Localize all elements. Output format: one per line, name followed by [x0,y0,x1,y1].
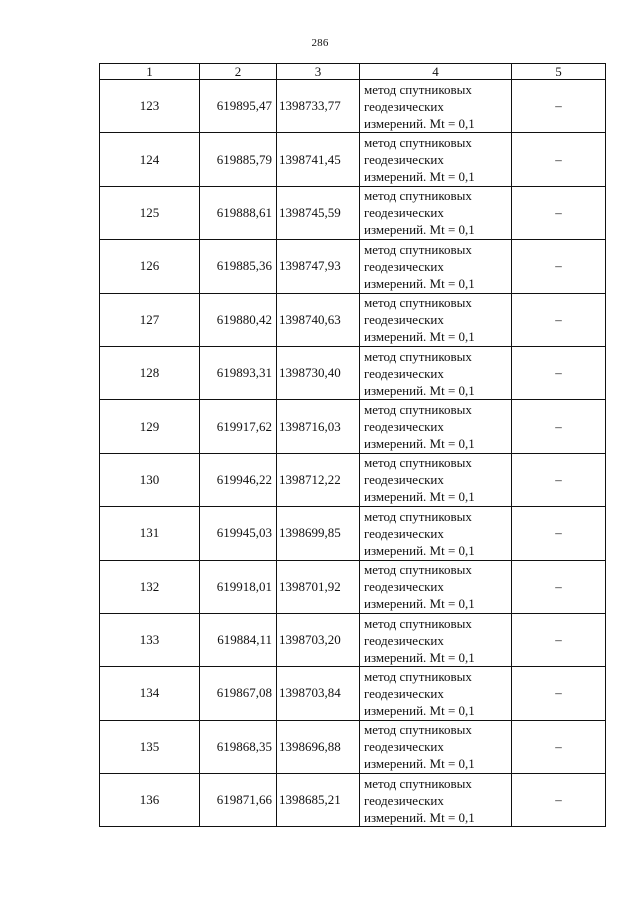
coordinate-x-cell: 619871,66 [200,774,277,827]
point-number-cell: 132 [100,560,200,613]
method-text-line: метод спутниковых [364,348,472,364]
method-text-line: измерений. Mt = 0,1 [364,275,475,291]
method-text-line: метод спутниковых [364,508,472,524]
coordinate-y-cell: 1398745,59 [277,186,360,239]
coordinate-y-cell: 1398716,03 [277,400,360,453]
method-text-line: измерений. Mt = 0,1 [364,649,475,665]
method-text-line: метод спутниковых [364,402,472,418]
method-text-line: метод спутниковых [364,775,472,791]
method-cell [360,667,512,720]
method-text-line: измерений. Mt = 0,1 [364,222,475,238]
table-row [100,667,606,720]
table-row [100,453,606,506]
column-header-4: 4 [360,64,512,80]
coordinate-x-cell: 619918,01 [200,560,277,613]
coordinate-x-cell: 619885,36 [200,240,277,293]
table-row [100,346,606,399]
column-5-cell: – [512,667,606,720]
coordinate-x-cell: 619888,61 [200,186,277,239]
method-text-line: измерений. Mt = 0,1 [364,542,475,558]
column-5-cell: – [512,293,606,346]
coordinate-y-cell: 1398685,21 [277,774,360,827]
method-text-line: измерений. Mt = 0,1 [364,809,475,825]
method-text-line: геодезических [364,98,444,114]
table-row [100,507,606,560]
page-number: 286 [311,37,329,49]
coordinate-x-cell: 619893,31 [200,346,277,399]
column-5-cell: – [512,400,606,453]
column-5-cell: – [512,186,606,239]
method-text-line: измерений. Mt = 0,1 [364,329,475,345]
method-text-line: измерений. Mt = 0,1 [364,702,475,718]
coordinates-table [99,63,606,827]
method-cell [360,346,512,399]
column-header-3: 3 [277,64,360,80]
method-text-line: геодезических [364,685,444,701]
method-text-line: метод спутниковых [364,135,472,151]
method-cell [360,613,512,666]
method-text-line: метод спутниковых [364,241,472,257]
point-number-cell: 128 [100,346,200,399]
table-row [100,560,606,613]
table-row [100,720,606,773]
method-text-line: геодезических [364,312,444,328]
method-text-line: измерений. Mt = 0,1 [364,382,475,398]
coordinate-x-cell: 619946,22 [200,453,277,506]
point-number-cell: 123 [100,80,200,133]
coordinate-x-cell: 619895,47 [200,80,277,133]
method-text-line: метод спутниковых [364,455,472,471]
column-5-cell: – [512,80,606,133]
coordinate-x-cell: 619945,03 [200,507,277,560]
point-number-cell: 133 [100,613,200,666]
column-5-cell: – [512,613,606,666]
method-text-line: измерений. Mt = 0,1 [364,596,475,612]
point-number-cell: 136 [100,774,200,827]
method-cell [360,240,512,293]
method-text-line: геодезических [364,579,444,595]
table-row [100,80,606,133]
method-text-line: геодезических [364,632,444,648]
coordinate-x-cell: 619867,08 [200,667,277,720]
method-text-line: измерений. Mt = 0,1 [364,169,475,185]
coordinate-y-cell: 1398712,22 [277,453,360,506]
method-text-line: измерений. Mt = 0,1 [364,115,475,131]
coordinate-x-cell: 619885,79 [200,133,277,186]
column-header-1: 1 [100,64,200,80]
method-text-line: геодезических [364,365,444,381]
column-header-2: 2 [200,64,277,80]
method-text-line: геодезических [364,739,444,755]
method-text-line: геодезических [364,472,444,488]
table-row [100,133,606,186]
coordinate-y-cell: 1398733,77 [277,80,360,133]
coordinate-y-cell: 1398703,20 [277,613,360,666]
table-row [100,240,606,293]
method-cell [360,774,512,827]
coordinate-x-cell: 619917,62 [200,400,277,453]
method-text-line: метод спутниковых [364,81,472,97]
coordinate-x-cell: 619868,35 [200,720,277,773]
table-row [100,293,606,346]
method-text-line: метод спутниковых [364,295,472,311]
coordinate-y-cell: 1398730,40 [277,346,360,399]
method-text-line: геодезических [364,792,444,808]
method-text-line: метод спутниковых [364,615,472,631]
column-5-cell: – [512,774,606,827]
method-text-line: геодезических [364,205,444,221]
column-5-cell: – [512,560,606,613]
column-5-cell: – [512,240,606,293]
column-5-cell: – [512,133,606,186]
method-cell [360,293,512,346]
method-cell [360,720,512,773]
method-text-line: метод спутниковых [364,722,472,738]
method-text-line: метод спутниковых [364,562,472,578]
table-row [100,400,606,453]
method-cell [360,453,512,506]
method-text-line: метод спутниковых [364,668,472,684]
method-cell [360,400,512,453]
point-number-cell: 125 [100,186,200,239]
coordinate-y-cell: 1398747,93 [277,240,360,293]
method-cell [360,80,512,133]
column-5-cell: – [512,453,606,506]
coordinate-y-cell: 1398741,45 [277,133,360,186]
column-5-cell: – [512,720,606,773]
method-cell [360,507,512,560]
method-text-line: геодезических [364,152,444,168]
point-number-cell: 127 [100,293,200,346]
point-number-cell: 135 [100,720,200,773]
method-text-line: измерений. Mt = 0,1 [364,489,475,505]
coordinate-x-cell: 619884,11 [200,613,277,666]
point-number-cell: 134 [100,667,200,720]
coordinate-y-cell: 1398740,63 [277,293,360,346]
coordinate-y-cell: 1398701,92 [277,560,360,613]
point-number-cell: 131 [100,507,200,560]
method-cell [360,560,512,613]
table-row [100,613,606,666]
table-header-row [100,64,606,80]
coordinate-y-cell: 1398699,85 [277,507,360,560]
coordinates-table-body [100,64,606,827]
table-row [100,186,606,239]
method-text-line: геодезических [364,258,444,274]
point-number-cell: 129 [100,400,200,453]
coordinate-y-cell: 1398696,88 [277,720,360,773]
method-text-line: геодезических [364,525,444,541]
point-number-cell: 130 [100,453,200,506]
method-cell [360,133,512,186]
method-text-line: метод спутниковых [364,188,472,204]
method-cell [360,186,512,239]
column-5-cell: – [512,507,606,560]
method-text-line: измерений. Mt = 0,1 [364,436,475,452]
method-text-line: измерений. Mt = 0,1 [364,756,475,772]
method-text-line: геодезических [364,419,444,435]
point-number-cell: 126 [100,240,200,293]
coordinate-x-cell: 619880,42 [200,293,277,346]
column-header-5: 5 [512,64,606,80]
coordinate-y-cell: 1398703,84 [277,667,360,720]
point-number-cell: 124 [100,133,200,186]
table-row [100,774,606,827]
column-5-cell: – [512,346,606,399]
